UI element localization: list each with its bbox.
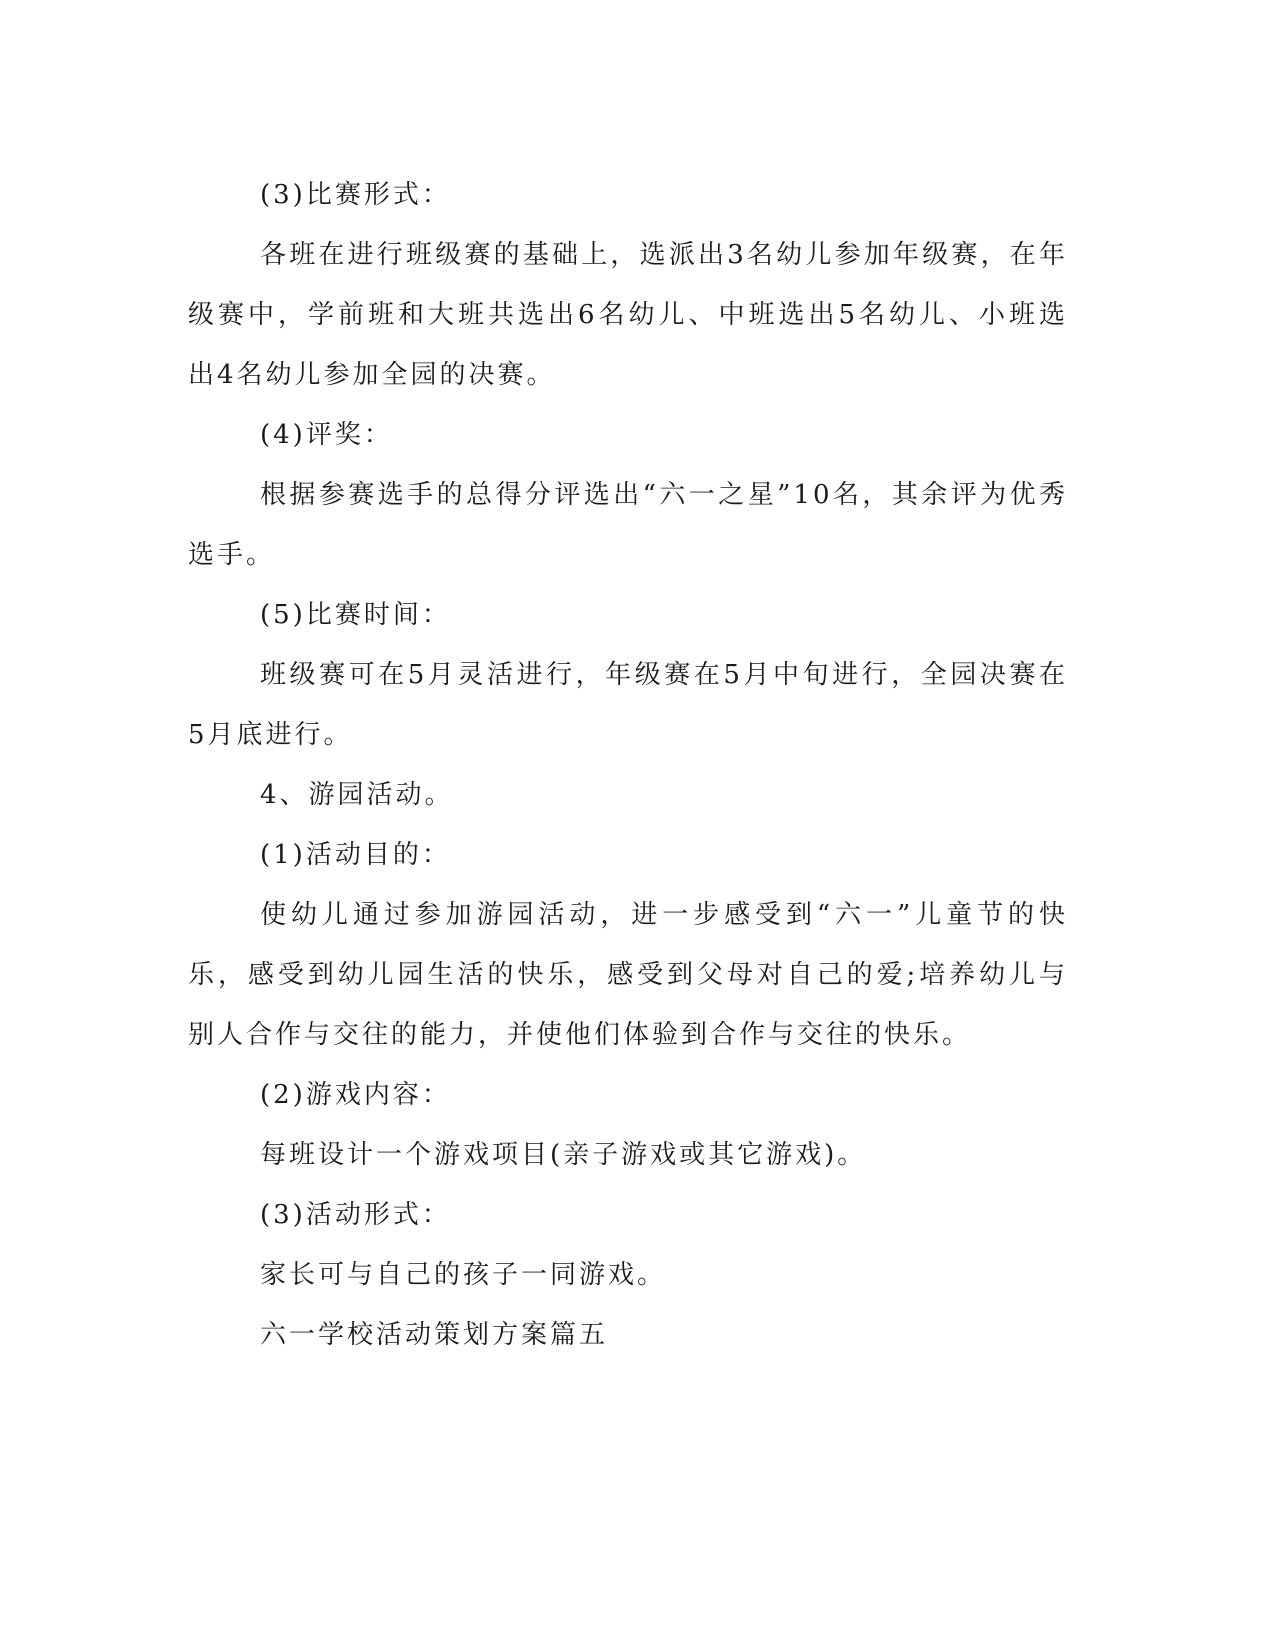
- heading-activity-form: (3)活动形式：: [260, 1200, 451, 1230]
- heading-competition-format: (3)比赛形式：: [260, 180, 451, 210]
- paragraph-competition-time: 班级赛可在5月灵活进行，年级赛在5月中旬进行，全园决赛在5月底进行。: [188, 660, 1068, 750]
- paragraph-competition-format: 各班在进行班级赛的基础上，选派出3名幼儿参加年级赛，在年级赛中，学前班和大班共选出6名幼儿、中班选出5名幼儿、小班选出4名幼儿参加全园的决赛。: [188, 240, 1068, 390]
- paragraph-game-content: 每班设计一个游戏项目(亲子游戏或其它游戏)。: [260, 1140, 867, 1170]
- heading-awards: (4)评奖：: [260, 420, 393, 450]
- paragraph-activity-form: 家长可与自己的孩子一同游戏。: [260, 1260, 667, 1290]
- heading-activity-purpose: (1)活动目的：: [260, 840, 451, 870]
- paragraph-awards: 根据参赛选手的总得分评选出“六一之星”10名，其余评为优秀选手。: [188, 480, 1068, 570]
- heading-garden-activity: 4、游园活动。: [260, 780, 454, 810]
- heading-game-content: (2)游戏内容：: [260, 1080, 451, 1110]
- document-body: [188, 165, 1068, 1365]
- paragraph-activity-purpose: 使幼儿通过参加游园活动，进一步感受到“六一”儿童节的快乐，感受到幼儿园生活的快乐，感受到父母对自己的爱;培养幼儿与别人合作与交往的能力，并使他们体验到合作与交往的快乐。: [188, 900, 1068, 1050]
- heading-competition-time: (5)比赛时间：: [260, 600, 451, 630]
- heading-plan-chapter-five: 六一学校活动策划方案篇五: [260, 1320, 609, 1350]
